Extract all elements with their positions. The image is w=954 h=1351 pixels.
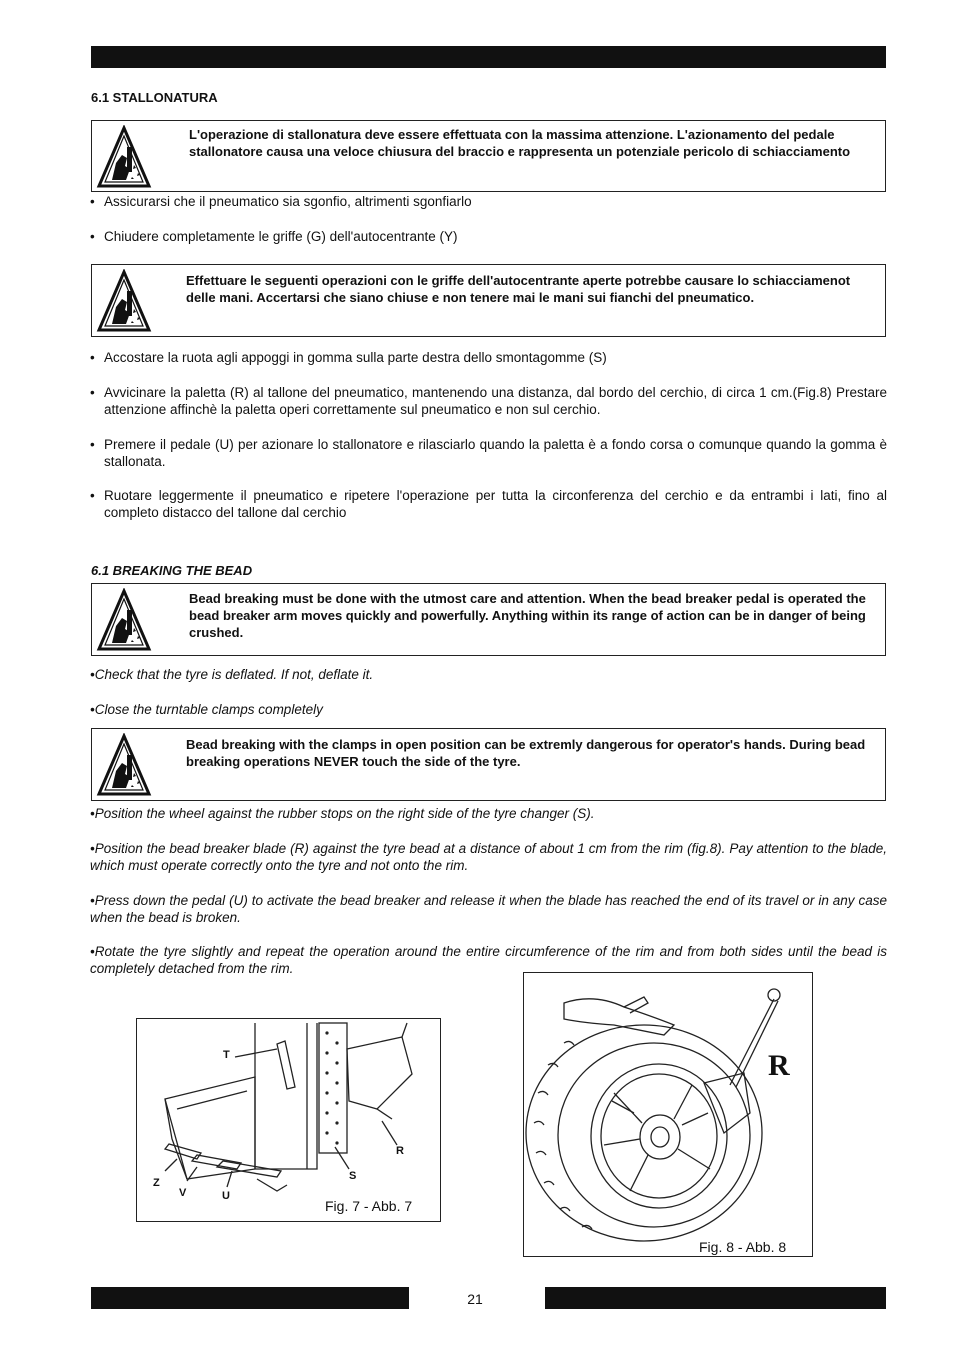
bullet-en-6: •Rotate the tyre slightly and repeat the operation around the entire circumference of the rim and from both sides until the bead is completely detached from the rim.: [90, 944, 887, 976]
footer-bar-left: [91, 1287, 409, 1309]
section-heading-en: 6.1 BREAKING THE BEAD: [91, 563, 253, 578]
hand-crush-warning-icon: [96, 588, 152, 652]
bullet-en-5: •Press down the pedal (U) to activate the bead breaker and release it when the blade has reached the end of its travel or in any case when the bead is broken.: [90, 893, 887, 925]
bullet-en-4: •Position the bead breaker blade (R) against the tyre bead at a distance of about 1 cm from the rim (fig.8). Pay attention to the blade, which must operate correctly onto the tyre and not onto the rim.: [90, 841, 887, 873]
warning-text-it-1: L'operazione di stallonatura deve essere effettuata con la massima attenzione. L'azionamento del pedale stallonatore causa una veloce chiusura del braccio e rappresenta un potenziale pericolo di schiacciamento: [189, 127, 851, 159]
figure-7: [136, 1018, 441, 1222]
hand-crush-warning-icon: [96, 733, 152, 797]
bullet-en-1: •Check that the tyre is deflated. If not, deflate it.: [90, 667, 374, 682]
warning-box-it-1: [91, 120, 886, 192]
fig7-label-v: V: [179, 1187, 187, 1199]
bullet-it-4: • Avvicinare la paletta (R) al tallone del pneumatico, mantenendo una distanza, dal bordo del cerchio, di circa 1 cm.(Fig.8) Prestare attenzione affinchè la paletta operi correttamente sul pneumatico e non sul cerchio.: [90, 384, 887, 418]
bullet-it-6: • Ruotare leggermente il pneumatico e ripetere l'operazione per tutta la circonferenza del cerchio e da entrambi i lati, fino al completo distacco del tallone dal cerchio: [90, 487, 887, 521]
fig7-caption: Fig. 7 - Abb. 7: [325, 1198, 413, 1214]
bullet-it-3: • Accostare la ruota agli appoggi in gomma sulla parte destra dello smontagomme (S): [90, 349, 887, 366]
fig8-label-r: R: [768, 1049, 790, 1082]
fig7-label-u: U: [222, 1190, 230, 1202]
bullet-it-1: • Assicurarsi che il pneumatico sia sgonfio, altrimenti sgonfiarlo: [90, 193, 887, 210]
fig7-label-r: R: [396, 1145, 404, 1157]
fig8-caption: Fig. 8 - Abb. 8: [699, 1239, 787, 1255]
fig7-label-s: S: [349, 1170, 357, 1182]
bullet-it-5: • Premere il pedale (U) per azionare lo stallonatore e rilasciarlo quando la paletta è a fondo corsa o comunque quando la gomma è stallonata.: [90, 436, 887, 470]
warning-box-it-2: [91, 264, 886, 337]
warning-text-en-1: Bead breaking must be done with the utmost care and attention. When the bead breaker pedal is operated the bead breaker arm moves quickly and powerfully. Anything within its range of action can be in danger of being crushed.: [189, 591, 866, 640]
footer-bar-right: [545, 1287, 886, 1309]
warning-text-it-2: Effettuare le seguenti operazioni con le griffe dell'autocentrante aperte potrebbe causare lo schiacciamenot delle mani. Accertarsi che siano chiuse e non tenere mai le mani sui fianchi del pneumatico.: [186, 273, 851, 305]
warning-text-en-2: Bead breaking with the clamps in open position can be extremly dangerous for operator's hands. During bead breaking operations NEVER touch the side of the tyre.: [186, 737, 866, 769]
tyre-bead-breaker-illustration: [524, 973, 812, 1256]
hand-crush-warning-icon: [96, 269, 152, 333]
header-bar: [91, 46, 886, 68]
hand-crush-warning-icon: [96, 125, 152, 189]
figure-8: [523, 972, 813, 1257]
warning-box-en-2: [91, 728, 886, 801]
fig7-label-t: T: [223, 1049, 230, 1061]
section-heading-it: 6.1 STALLONATURA: [91, 90, 218, 105]
warning-box-en-1: [91, 583, 886, 656]
page-number: 21: [467, 1291, 483, 1307]
bullet-en-3: •Position the wheel against the rubber stops on the right side of the tyre changer (S).: [90, 806, 595, 821]
bullet-it-2: • Chiudere completamente le griffe (G) dell'autocentrante (Y): [90, 228, 887, 245]
bullet-en-2: •Close the turntable clamps completely: [90, 702, 323, 717]
fig7-label-z: Z: [153, 1177, 160, 1189]
